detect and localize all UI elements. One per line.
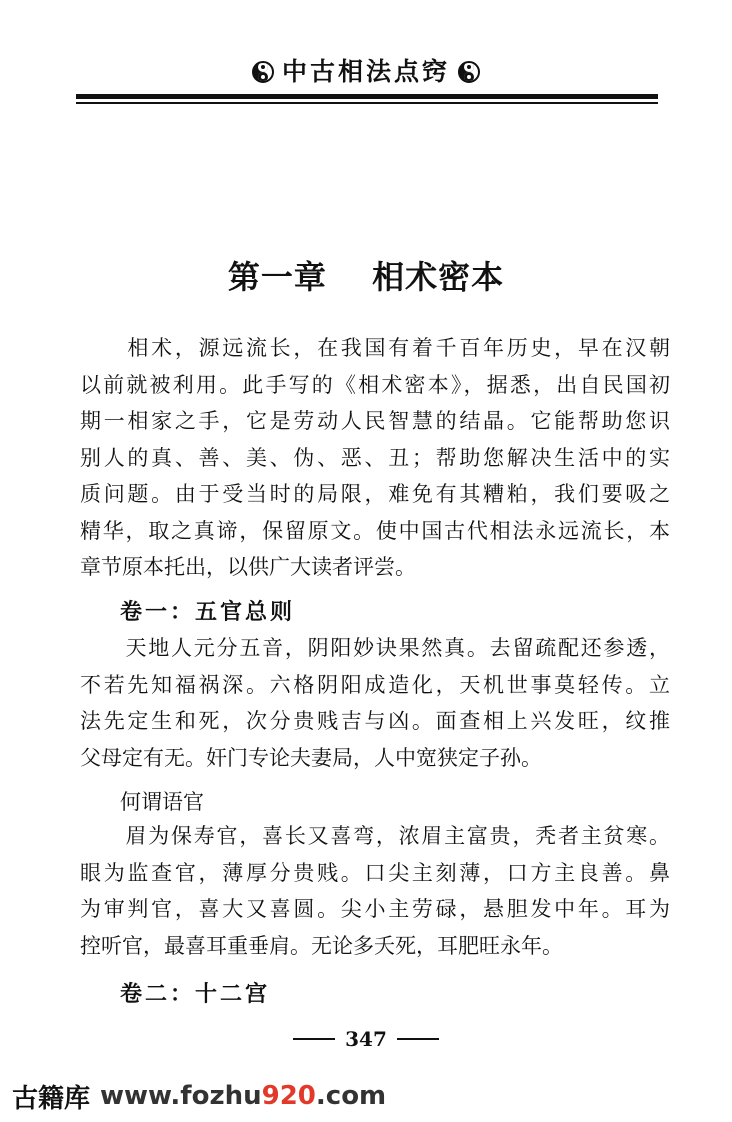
dash-divider — [397, 1038, 439, 1040]
header-rule-thin — [76, 102, 658, 104]
text-line: 精华，取之真谛，保留原文。使中国古代相法永远流长，本 — [80, 518, 670, 543]
yin-yang-icon — [252, 61, 274, 83]
text-line: 质问题。由于受当时的局限，难免有其糟粕，我们要吸之 — [80, 482, 670, 506]
text-line: 不若先知福祸深。六格阴阳成造化，天机世事莫轻传。立 — [80, 672, 670, 697]
text-line: 期一相家之手，它是劳动人民智慧的结晶。它能帮助您识 — [80, 409, 670, 433]
text-line: 法先定生和死，次分贵贱吉与凶。面查相上兴发旺，纹推 — [80, 709, 670, 733]
text-line: 天地人元分五音，阴阳妙诀果然真。去留疏配还参透， — [80, 636, 670, 660]
text-line: 控听官，最喜耳重垂肩。无论多夭死，耳肥旺永年。 — [80, 933, 563, 958]
running-header — [0, 52, 732, 92]
yin-yang-icon — [458, 61, 480, 83]
text-line: 眉为保寿官，喜长又喜弯，浓眉主富贵，秃者主贫寒。 — [80, 824, 670, 848]
text-line: 以前就被利用。此手写的《相术密本》，据悉，出自民国初 — [80, 372, 670, 397]
dash-divider — [293, 1038, 335, 1040]
watermark-site-digits: 920 — [261, 1081, 316, 1111]
section-heading: 卷二：十二宫 — [120, 981, 271, 1007]
text-line: 别人的真、善、美、伪、恶、丑；帮助您解决生活中的实 — [80, 445, 670, 470]
watermark — [12, 1076, 386, 1116]
text-line: 章节原本托出，以供广大读者评尝。 — [80, 555, 416, 579]
watermark-brand: 古籍库 — [12, 1083, 91, 1114]
section-heading: 卷一：五官总则 — [120, 599, 296, 625]
verse-paragraph — [80, 630, 670, 776]
text-line: 相术，源远流长，在我国有着千百年历史，早在汉朝 — [80, 336, 670, 360]
page-number: 347 — [345, 1027, 387, 1051]
verse-paragraph — [80, 818, 670, 964]
chapter-title: 第一章 相术密本 — [227, 258, 505, 296]
header-title: 中古相法点窍 — [281, 57, 450, 86]
watermark-site-prefix: www.fozhu — [100, 1081, 262, 1111]
sub-heading: 何谓语官 — [120, 790, 204, 814]
page-footer — [0, 1024, 732, 1054]
intro-paragraph — [80, 330, 670, 586]
watermark-site — [100, 1081, 386, 1111]
text-line: 父母定有无。奸门专论夫妻局，人中宽狭定子孙。 — [80, 745, 542, 770]
text-line: 为审判官，喜大又喜圆。尖小主劳碌，悬胆发中年。耳为 — [80, 897, 670, 921]
text-line: 眼为监查官，薄厚分贵贱。口尖主刻薄，口方主良善。鼻 — [80, 860, 670, 885]
watermark-site-suffix: .com — [315, 1081, 387, 1111]
header-rule-thick — [76, 94, 658, 99]
